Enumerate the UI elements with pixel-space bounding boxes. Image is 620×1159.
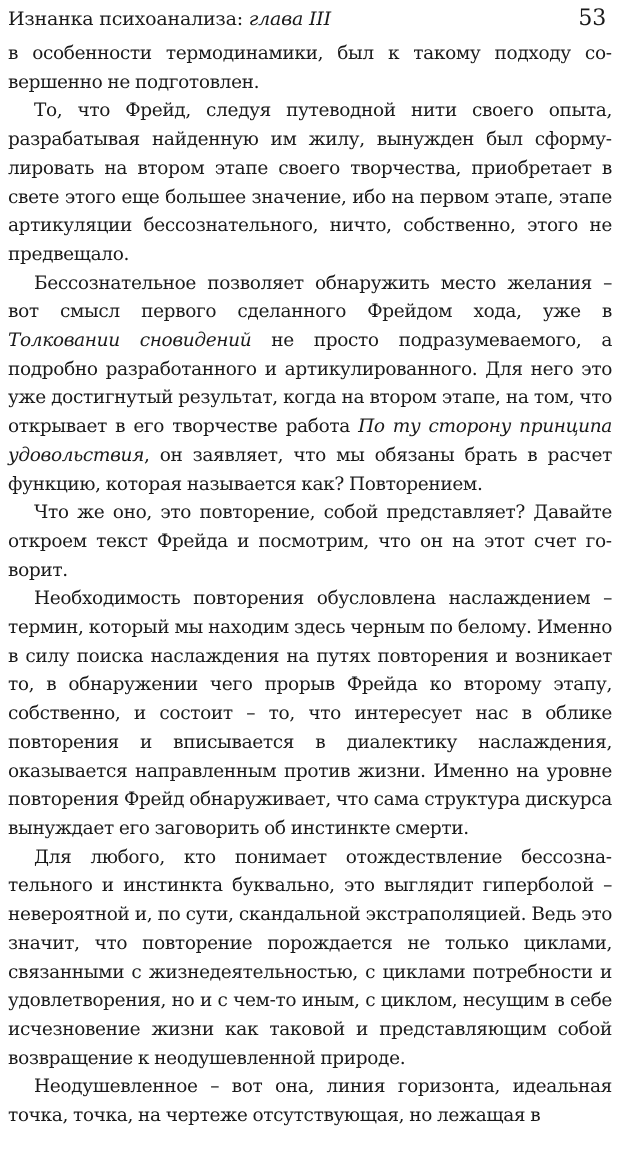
page-number: 53 — [578, 6, 606, 31]
paragraph — [8, 97, 612, 269]
text-run: То, что Фрейд, следуя путеводной нити своего опыта, разрабатывая найденную им жилу, вынужден был сформулировать на втором этапе своего творчества, приобретает в свете этого еще большее значение, ибо на первом этапе, этапе артикуляции бессознательного, ничто, собственно, этого не предвещало. — [8, 100, 612, 265]
paragraph — [8, 499, 612, 585]
body-text — [8, 40, 612, 1131]
running-title — [8, 8, 331, 30]
italic-title: Толковании сновидений — [8, 330, 252, 352]
text-run: , он заявляет, что мы обязаны брать в расчет функцию, которая называется как? Повторением. — [8, 444, 612, 495]
paragraph — [8, 270, 612, 500]
text-run: Что же оно, это повторение, собой представляет? Давайте откроем текст Фрейда и посмотрим, что он на этот счет говорит. — [8, 502, 612, 581]
paragraph — [8, 1073, 612, 1130]
text-run: не просто подразумеваемого, а подробно разработанного и артикулированного. Для него это уже достигнутый результат, когда на втором этапе, на том, что открывает в его творчестве работа — [8, 330, 612, 438]
text-run: в особенности термодинамики, был к такому подходу совершенно не подготовлен. — [8, 43, 612, 93]
text-run: Неодушевленное – вот она, линия горизонта, идеальная точка, точка, на чертеже отсутствующая, но лежащая в — [8, 1076, 612, 1127]
text-run: Бессознательное позволяет обнаружить место желания – вот смысл первого сделанного Фрейдом хода, уже в — [8, 272, 612, 323]
book-title-text: Изнанка психоанализа: — [8, 8, 249, 30]
paragraph — [8, 844, 612, 1074]
running-header — [8, 6, 612, 40]
text-run: Для любого, кто понимает отождествление бессознательного и инстинкта буквально, это выглядит гиперболой – невероятной и, по сути, скандальной экстраполяцией. Ведь это значит, что повторение порождается не только циклами, связанными с жизнедеятельностью, с циклами потребности и удовлетворения, но и с чем-то иным, с циклом, несущим в себе исчезновение жизни как таковой и представляющим собой возвращение к неодушевленной природе. — [8, 846, 612, 1069]
paragraph — [8, 585, 612, 843]
text-run: Необходимость повторения обусловлена наслаждением – термин, который мы находим здесь черным по белому. Именно в силу поиска наслаждения на путях повторения и возникает то, в обнаружении чего прорыв Фрейда ко второму этапу, собственно, и состоит – то, что интересует нас в облике повторения и вписывается в диалектику наслаждения, оказывается направленным против жизни. Именно на уровне повторения Фрейд обнаруживает, что сама структура дискурса вынуждает его заговорить об инстинкте смерти. — [8, 588, 612, 839]
chapter-label: глава III — [248, 8, 331, 30]
italic-title: По ту сторону принципа удовольствия — [8, 416, 612, 466]
paragraph — [8, 40, 612, 97]
